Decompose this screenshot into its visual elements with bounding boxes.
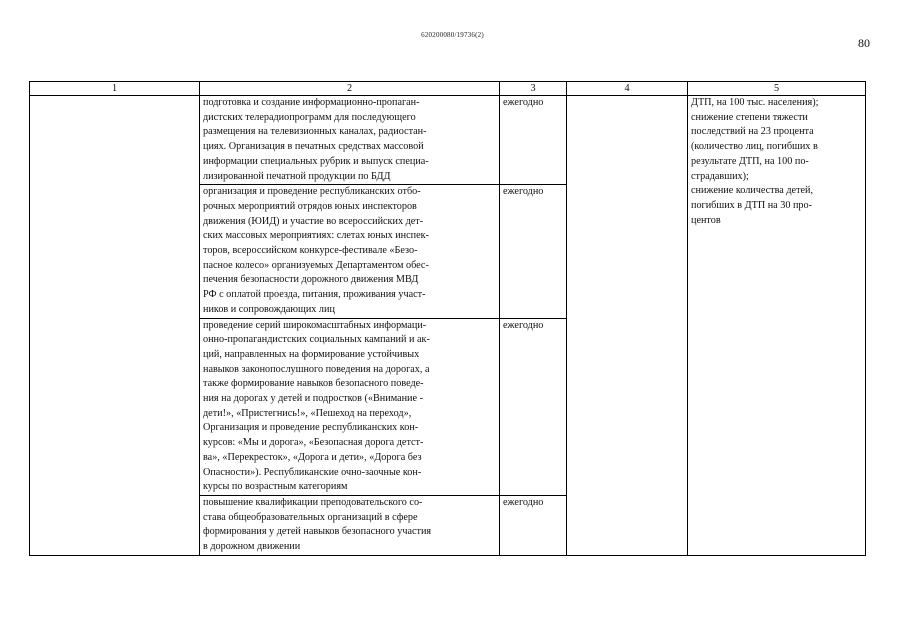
period-text: ежегодно [503, 97, 544, 108]
period-cell [500, 318, 567, 495]
column-header-4: 4 [567, 82, 688, 96]
period-text: ежегодно [503, 319, 544, 331]
table-row [30, 96, 866, 185]
period-text: ежегодно [503, 496, 544, 508]
measure-cell [200, 495, 500, 555]
expected-results-text: ДТП, на 100 тыс. населения); снижение степени тяжести последствий на 23 процента (количество лиц, погибших в результате ДТП, на 100 по- страдавших); снижение количества детей, погибших в ДТП на 30 про- центов [691, 97, 819, 226]
header-row [30, 82, 866, 96]
measure-text: организация и проведение республиканских отбо- рочных мероприятий отрядов юных инспекторов движения (ЮИД) и участие во всероссийских дет- ских массовых мероприятиях: слетах юных инспек- торов, всероссийском конкурсе-фестивале «Безо- пасное колесо» организуемых Департаментом обес- печения безопасности дорожного движения МВД РФ с оплатой проезда, питания, проживания участ- ников и сопровождающих лиц [203, 186, 429, 315]
expected-results-cell [688, 96, 866, 556]
period-text: ежегодно [503, 186, 544, 198]
measure-text: подготовка и создание информационно-пропаган- дистских телерадиопрограмм для последующего размещения на телевизионных каналах, радиостан- циях. Организация в печатных средствах массовой информации специальных рубрик и выпуск специа- лизированной печатной продукции по БДД [203, 97, 429, 182]
goal-cell [30, 96, 200, 556]
column-header-5: 5 [688, 82, 866, 96]
program-measures-table [29, 81, 866, 556]
measure-cell [200, 185, 500, 318]
measure-cell [200, 96, 500, 185]
page-number: 80 [858, 36, 870, 50]
indicator-cell [567, 96, 688, 556]
measure-text: проведение серий широкомасштабных информаци- онно-пропагандистских социальных кампаний и ак- ций, направленных на формирование устойчивых навыков законопослушного поведения на дорогах, а также формирование навыков безопасного поведе- ния на дорогах у детей и подростков («Внимание - дети!», «Пристегнись!», «Пешеход на переход», Организация и проведение республиканских кон- курсов: «Мы и дорога», «Безопасная дорога детст- ва», «Перекресток», «Дорога и дети», «Дорога без Опасности»). Республиканские очно-заочные кон- курсы по возрастным категориям [203, 319, 430, 493]
period-cell [500, 185, 567, 318]
period-cell [500, 96, 567, 185]
period-cell [500, 495, 567, 555]
measure-cell [200, 318, 500, 495]
column-header-1: 1 [30, 82, 200, 96]
column-header-2: 2 [200, 82, 500, 96]
document-id: 620200080/19736(2) [421, 31, 484, 39]
measure-text: повышение квалификации преподовательского со- става общеобразовательных организаций в сфере формирования у детей навыков безопасного участия в дорожном движении [203, 496, 432, 553]
column-header-3: 3 [500, 82, 567, 96]
